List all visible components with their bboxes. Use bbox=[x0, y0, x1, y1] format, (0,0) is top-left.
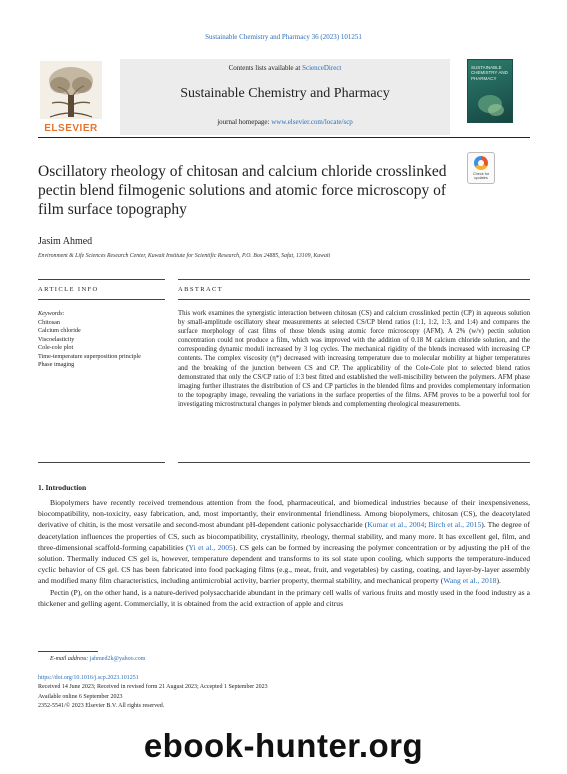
homepage-line bbox=[120, 118, 450, 126]
introduction-body bbox=[38, 497, 530, 609]
doi-link[interactable]: https://doi.org/10.1016/j.scp.2023.101251 bbox=[38, 675, 139, 681]
abstract-heading: ABSTRACT bbox=[178, 286, 224, 293]
homepage-link[interactable]: www.elsevier.com/locate/scp bbox=[271, 118, 353, 126]
sciencedirect-link[interactable]: ScienceDirect bbox=[302, 64, 342, 72]
journal-masthead bbox=[38, 59, 530, 138]
divider bbox=[38, 279, 165, 280]
citation-link[interactable]: Yi et al., 2005 bbox=[188, 542, 233, 552]
author-email-line bbox=[50, 656, 145, 662]
journal-banner bbox=[120, 59, 450, 135]
citation-link[interactable]: Wang et al., 2018 bbox=[443, 576, 497, 586]
cover-leaf-icon bbox=[468, 60, 512, 122]
journal-cover-thumbnail[interactable] bbox=[467, 59, 513, 123]
divider bbox=[38, 462, 165, 463]
citation-link[interactable]: Kumar et al., 2004 bbox=[367, 520, 425, 530]
watermark-text: ebook-hunter.org bbox=[143, 727, 424, 764]
article-title: Oscillatory rheology of chitosan and calcium chloride crosslinked pectin blend filmogenic solutions and atomic force microscopy of film surface topography bbox=[38, 163, 447, 218]
check-updates-label: Check for updates bbox=[472, 172, 490, 181]
contents-line bbox=[120, 64, 450, 72]
keyword-item: Time-temperature superposition principle bbox=[38, 352, 141, 360]
cover-title: SUSTAINABLE CHEMISTRY AND PHARMACY bbox=[471, 65, 508, 81]
email-label: E-mail address: bbox=[50, 656, 90, 662]
journal-name: Sustainable Chemistry and Pharmacy bbox=[180, 86, 390, 101]
copyright-line: 2352-5541/© 2023 Elsevier B.V. All rights reserved. bbox=[38, 703, 165, 709]
divider bbox=[178, 462, 530, 463]
keywords-label: Keywords: bbox=[38, 310, 65, 317]
citation-link[interactable]: Birch et al., 2015 bbox=[428, 520, 482, 530]
check-updates-icon bbox=[474, 156, 488, 170]
homepage-prefix: journal homepage: bbox=[217, 118, 272, 126]
keyword-item: Chitosan bbox=[38, 318, 61, 326]
abstract-text: This work examines the synergistic interaction between chitosan (CS) and calcium crosslinked pectin (CP) in aqueous solution by small-amplitude oscillatory shear measurements at selected CS/CP blend ratios (1:1, 1:2, 1:3, and 1:4) and compares the surface morphology of cast films of those blends using atomic force microscopy (AFM). A 2% (w/v) pectin solution concentration could not produce a film, which was improved with the addition of 0.18 M calcium chloride solution, and the corresponding dynamic moduli increased by 3 log cycles. The mechanical rigidity of the blends increased with increasing CP contents. The complex viscosity (η*) decreased with increasing temperature due to molecular mobility at higher temperatures and the breaking of the junction between CS and CP. The applicability of the Cole-Cole plot to selected blend ratios demonstrated that only the CS/CP ratio of 1:3 best fitted and established the well-miscibility between the polymers. AFM phase imaging further illustrates the distribution of CS and CP particles in the blended films and provides complementary information to the topography image, revealing the variations in the surface properties of the films. AFM proves to be a powerful tool for investigating microstructural changes in polymer blends and complementing rheological measurements. bbox=[178, 310, 530, 408]
check-for-updates-button[interactable] bbox=[467, 152, 495, 184]
contents-prefix: Contents lists available at bbox=[228, 64, 303, 72]
footnote-divider bbox=[38, 651, 98, 652]
author-affiliation: Environment & Life Sciences Research Center, Kuwait Institute for Scientific Research, P.O. Box 24885, Safat, 13109, Kuwait bbox=[38, 253, 331, 259]
intro-paragraph-1: Biopolymers have recently received tremendous attention from the food, pharmaceutical, and biomedical industries because of their inexpensiveness, biocompatibility, non-toxicity, easy fabrication, and, most importantly, their environmental friendliness. Among biopolymers, chitosan (CS), the deacetylated derivative of chitin, is the most versatile and second-most abundant pH-dependent cationic polysaccharide (Kumar et al., 2004; Birch et al., 2015). The degree of deacetylation influences the properties of CS, such as biocompatibility, crystallinity, rheology, thermal stability, and many more. It has excellent gel, film, and three-dimensional scaffold-forming capabilities (Yi et al., 2005). CS gels can be formed by increasing the polymer concentration or by adjusting the pH of the solution. Thermally induced CS gel is, however, temperature dependent and transforms to its sol state upon cooling, which supports the temperature-induced cyclic behavior of CS gel. CS has been fabricated into food packaging films (e.g., meat, fruit, and vegetables) by casting, coating, and layer-by-layer assembly and modified many film characteristics, including antimicrobial activity, barrier property, thermal stability, and mechanical property (Wang et al., 2018). bbox=[38, 498, 530, 586]
available-online: Available online 6 September 2023 bbox=[38, 694, 123, 700]
keyword-item: Cole-cole plot bbox=[38, 344, 74, 351]
keyword-item: Calcium chloride bbox=[38, 327, 81, 334]
email-link[interactable]: jahmed2k@yahoo.com bbox=[89, 656, 146, 662]
article-info-heading: ARTICLE INFO bbox=[38, 286, 99, 293]
article-author[interactable]: Jasim Ahmed bbox=[38, 236, 93, 247]
journal-reference-link[interactable]: Sustainable Chemistry and Pharmacy 36 (2023) 101251 bbox=[205, 33, 362, 41]
keyword-item: Viscoelasticity bbox=[38, 335, 75, 343]
introduction-heading: 1. Introduction bbox=[38, 483, 87, 492]
keywords-list bbox=[38, 310, 168, 370]
divider bbox=[178, 299, 530, 300]
divider bbox=[38, 299, 165, 300]
intro-paragraph-2: Pectin (P), on the other hand, is a nature-derived polysaccharide abundant in the primary cell walls of various fruits and mostly used in the food industry as a thickener and gelling agent. Commercially, it is obtained from the acid extraction of apple and citrus bbox=[38, 587, 530, 608]
received-dates: Received 14 June 2023; Received in revised form 21 August 2023; Accepted 1 September 2023 bbox=[38, 684, 268, 690]
divider bbox=[178, 279, 530, 280]
publisher-name: ELSEVIER bbox=[44, 123, 98, 134]
keyword-item: Phase imaging bbox=[38, 361, 75, 368]
